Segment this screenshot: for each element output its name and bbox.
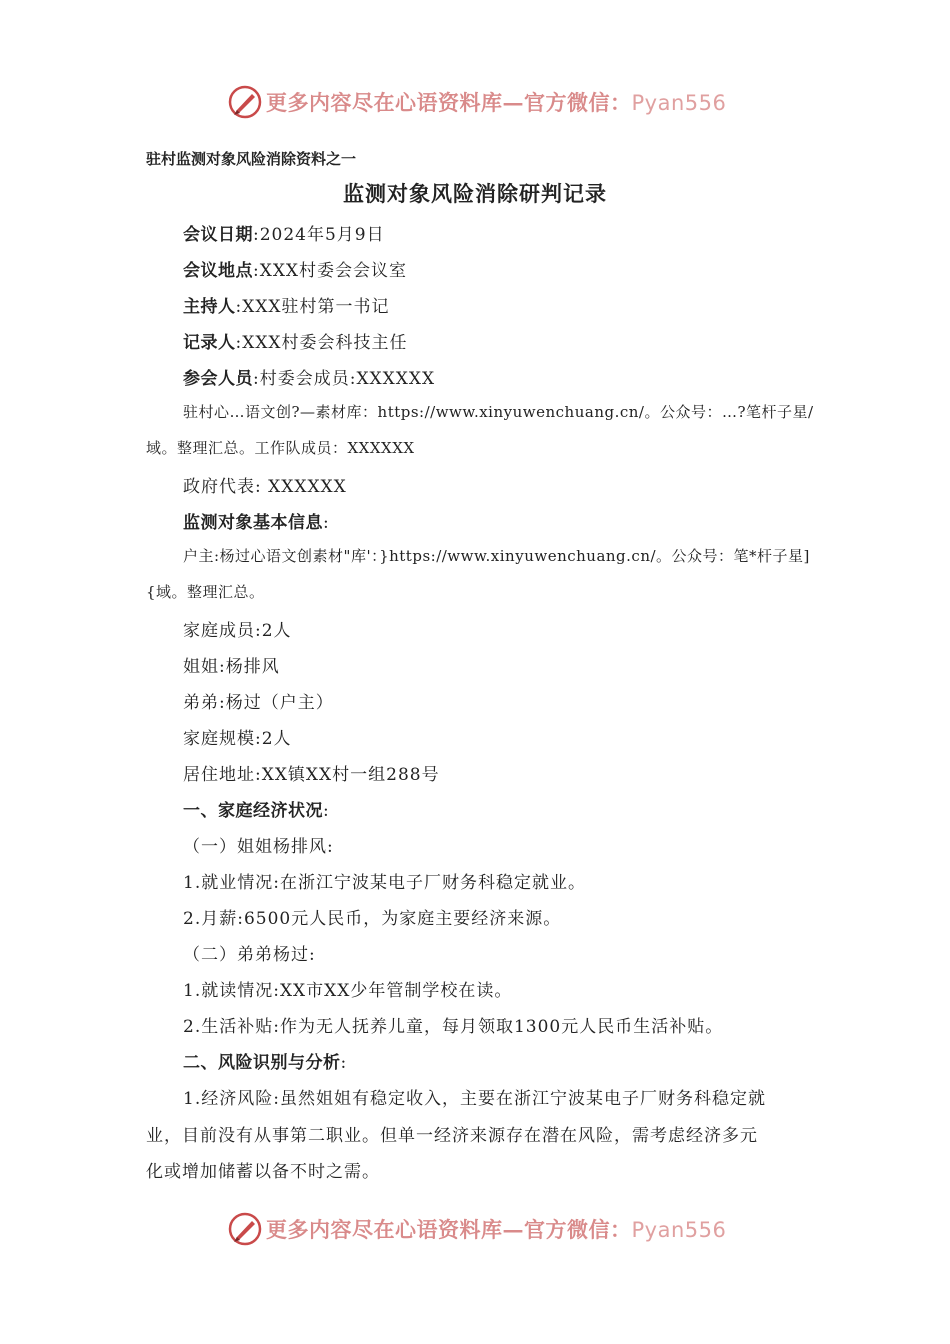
noise-text-line: 域。整理汇总。工作队成员：XXXXXX: [146, 439, 415, 457]
paragraph-line: 1.经济风险:虽然姐姐有稳定收入，主要在浙江宁波某电子厂财务科稳定就: [183, 1089, 766, 1109]
host-row: [183, 292, 390, 317]
pen-logo-icon: [228, 1212, 262, 1246]
noise-text-line: {域。整理汇总。: [146, 583, 265, 601]
recorder-label: 记录人: [183, 333, 236, 353]
recorder-row: [183, 328, 408, 353]
host-value: :XXX驻村第一书记: [235, 297, 390, 317]
document-title: 监测对象风险消除研判记录: [343, 181, 607, 206]
meeting-date-value: :2024年5月9日: [253, 225, 385, 245]
paragraph-line: 化或增加储蓄以备不时之需。: [146, 1162, 380, 1182]
brother-row: 弟弟:杨过（户主）: [183, 693, 334, 713]
pen-logo-icon: [228, 85, 262, 119]
noise-text-line: 户主:杨过心语文创素材"库'：}https://www.xinyuwenchuang.cn/。公众号：笔*杆子星]: [183, 547, 810, 565]
address-row: 居住地址:XX镇XX村一组288号: [183, 765, 440, 785]
meeting-place-value: :XXX村委会会议室: [253, 261, 408, 281]
list-item: 2.生活补贴:作为无人抚养儿童，每月领取1300元人民币生活补贴。: [183, 1017, 724, 1037]
meeting-place-row: [183, 256, 407, 281]
banner-text: 更多内容尽在心语资料库—官方微信：Pyan556: [266, 90, 727, 115]
footer-watermark-banner: [228, 1209, 726, 1249]
attendees-value: :村委会成员:XXXXXX: [253, 369, 436, 389]
paragraph-line: 业，目前没有从事第二职业。但单一经济来源存在潜在风险，需考虑经济多元: [146, 1126, 758, 1146]
section-1-heading: 一、家庭经济状况:: [183, 801, 330, 821]
recorder-value: :XXX村委会科技主任: [235, 333, 408, 353]
family-size-row: 家庭规模:2人: [183, 729, 292, 749]
basic-info-label: 监测对象基本信息: [183, 513, 323, 533]
list-item: 2.月薪:6500元人民币，为家庭主要经济来源。: [183, 909, 562, 929]
meeting-date-row: [183, 220, 385, 245]
section-1-sub-1: （一）姐姐杨排风:: [183, 837, 334, 857]
attendees-label: 参会人员: [183, 369, 253, 389]
section-1-sub-2: （二）弟弟杨过:: [183, 945, 316, 965]
series-label: 驻村监测对象风险消除资料之一: [146, 150, 357, 168]
family-members-row: 家庭成员:2人: [183, 621, 292, 641]
meeting-place-label: 会议地点: [183, 261, 253, 281]
meeting-date-label: 会议日期: [183, 225, 253, 245]
section-2-heading: 二、风险识别与分析:: [183, 1053, 348, 1073]
list-item: 1.就业情况:在浙江宁波某电子厂财务科稳定就业。: [183, 873, 586, 893]
list-item: 1.就读情况:XX市XX少年管制学校在读。: [183, 981, 513, 1001]
host-label: 主持人: [183, 297, 236, 317]
banner-wechat-id: Pyan556: [631, 1218, 727, 1242]
sister-row: 姐姐:杨排风: [183, 657, 280, 677]
basic-info-heading: 监测对象基本信息:: [183, 513, 330, 533]
banner-wechat-id: Pyan556: [631, 91, 727, 115]
header-watermark-banner: [228, 82, 726, 122]
noise-text-line: 驻村心…语文创?—素材库：https://www.xinyuwenchuang.cn/。公众号：…?笔杆子星/: [183, 403, 814, 421]
attendees-row: [183, 364, 435, 389]
banner-text: 更多内容尽在心语资料库—官方微信：Pyan556: [266, 1217, 727, 1242]
gov-rep-row: 政府代表: XXXXXX: [183, 477, 347, 497]
